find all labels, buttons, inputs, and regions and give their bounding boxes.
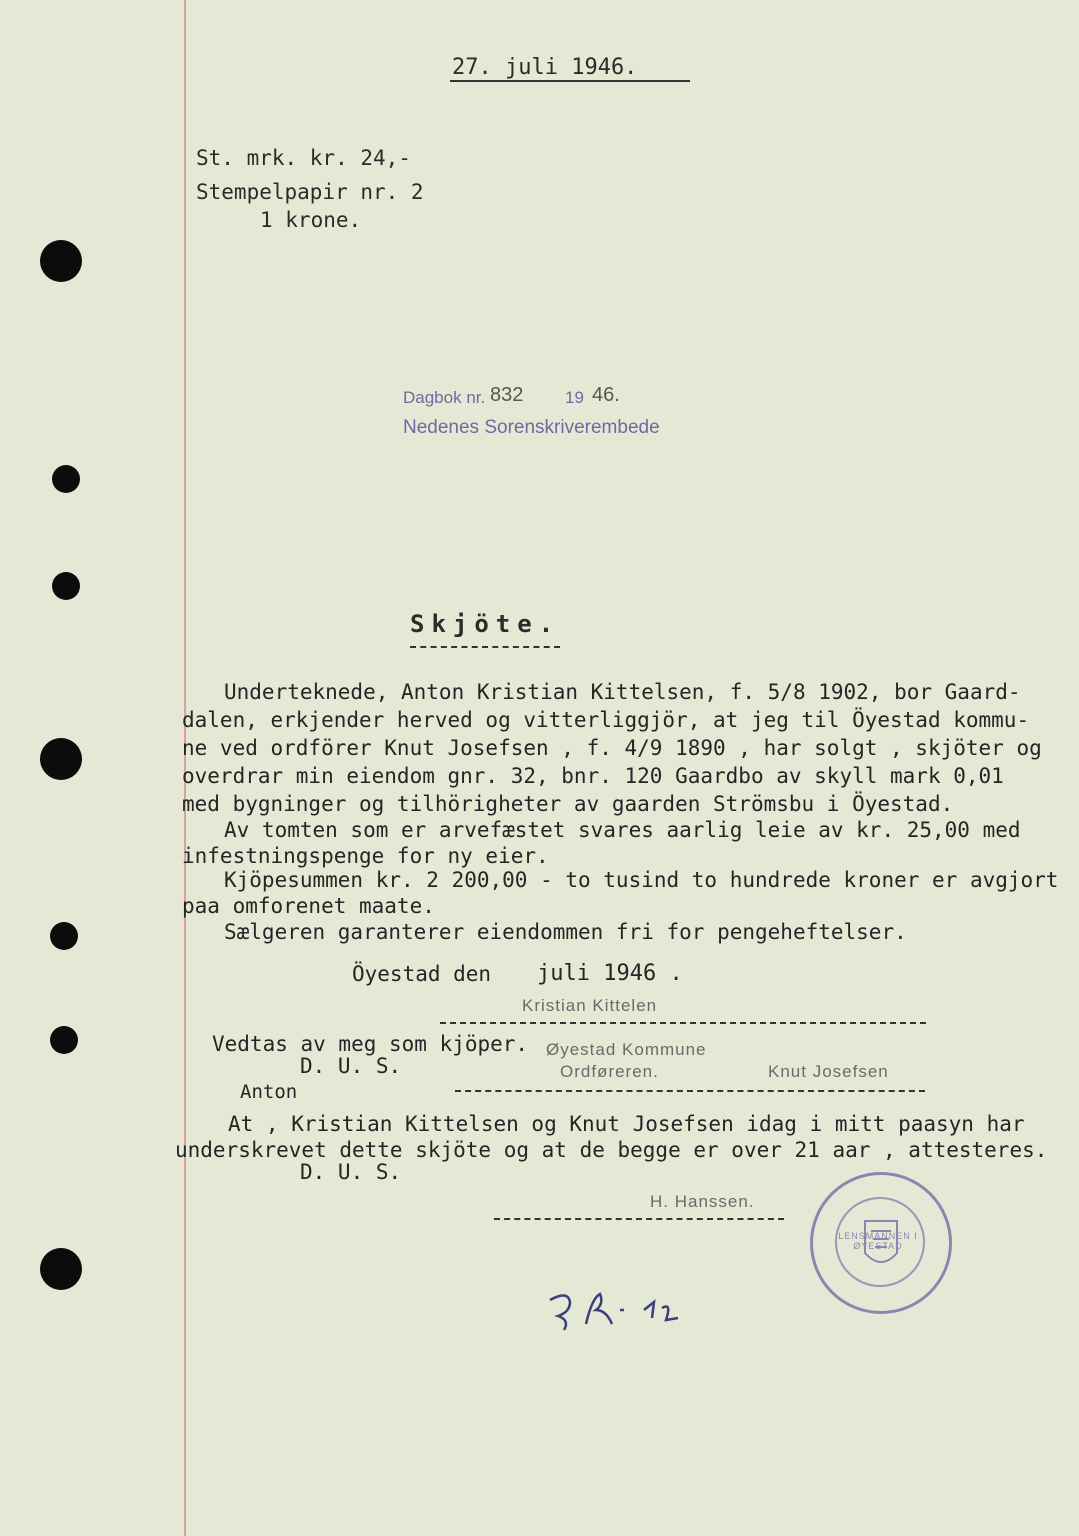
buyer-signature-name: Knut Josefsen — [768, 1062, 889, 1081]
seller-signature-line — [440, 1022, 926, 1024]
stamp-duty-line: 1 krone. — [260, 208, 362, 232]
stamp-duty-line: St. mrk. kr. 24,- — [196, 146, 411, 170]
attestation-line: underskrevet dette skjöte og at de begge er over 21 aar , attesteres. — [175, 1138, 1048, 1162]
buyer-acceptance: Vedtas av meg som kjöper. — [212, 1032, 529, 1056]
official-seal — [810, 1172, 952, 1314]
registry-stamp-label: Dagbok nr. — [403, 388, 486, 407]
handwritten-initials-icon — [540, 1280, 720, 1340]
attestation-line: At , Kristian Kittelsen og Knut Josefsen idag i mitt paasyn har — [228, 1112, 1025, 1136]
body-line: med bygninger og tilhörigheter av gaarden Strömsbu i Öyestad. — [182, 792, 954, 816]
body-line: dalen, erkjender herved og vitterliggjör, at jeg til Öyestad kommu- — [182, 708, 1030, 732]
attestor-signature-line — [494, 1218, 784, 1220]
buyer-signature-line — [455, 1090, 925, 1092]
punch-hole — [40, 240, 82, 282]
stamp-duty-line: Stempelpapir nr. 2 — [196, 180, 424, 204]
punch-hole — [52, 572, 80, 600]
date-underline — [450, 80, 690, 82]
body-line: Sælgeren garanterer eiendommen fri for pengeheftelser. — [224, 920, 907, 944]
registry-stamp-number: 832 — [490, 384, 524, 406]
title-underline — [410, 646, 560, 648]
punch-hole — [40, 738, 82, 780]
attestor-signature: H. Hanssen. — [650, 1192, 755, 1211]
body-line: Av tomten som er arvefæstet svares aarlig leie av kr. 25,00 med — [224, 818, 1021, 842]
place-date: Öyestad den — [352, 962, 492, 986]
body-line: paa omforenet maate. — [182, 894, 435, 918]
punch-hole — [40, 1248, 82, 1290]
body-line: ne ved ordförer Knut Josefsen , f. 4/9 1890 , har solgt , skjöter og — [182, 736, 1042, 760]
registry-stamp-century: 19 — [565, 388, 584, 407]
buyer-dus: D. U. S. — [300, 1054, 402, 1078]
signing-date: juli 1946 . — [537, 961, 683, 986]
body-line: Kjöpesummen kr. 2 200,00 - to tusind to hundrede kroner er avgjort — [224, 868, 1059, 892]
attestation-dus: D. U. S. — [300, 1160, 402, 1184]
buyer-signature-title: Ordføreren. — [560, 1062, 659, 1081]
body-line: overdrar min eiendom gnr. 32, bnr. 120 Gaardbo av skyll mark 0,01 — [182, 764, 1004, 788]
registry-stamp-office: Nedenes Sorenskriverembede — [403, 417, 660, 438]
punch-hole — [50, 922, 78, 950]
body-line: Underteknede, Anton Kristian Kittelsen, f. 5/8 1902, bor Gaard- — [224, 680, 1021, 704]
attestation-insert: Anton — [240, 1081, 298, 1103]
seal-text: LENSMANNEN I ØYESTAD — [838, 1231, 918, 1251]
document-title: Skjöte. — [410, 610, 561, 638]
registry-stamp-year: 46. — [592, 384, 620, 406]
punch-hole — [52, 465, 80, 493]
seller-signature: Kristian Kittelen — [522, 996, 658, 1015]
document-date: 27. juli 1946. — [452, 55, 638, 80]
punch-hole — [50, 1026, 78, 1054]
body-line: infestningspenge for ny eier. — [182, 844, 549, 868]
buyer-signature-org: Øyestad Kommune — [546, 1040, 707, 1059]
